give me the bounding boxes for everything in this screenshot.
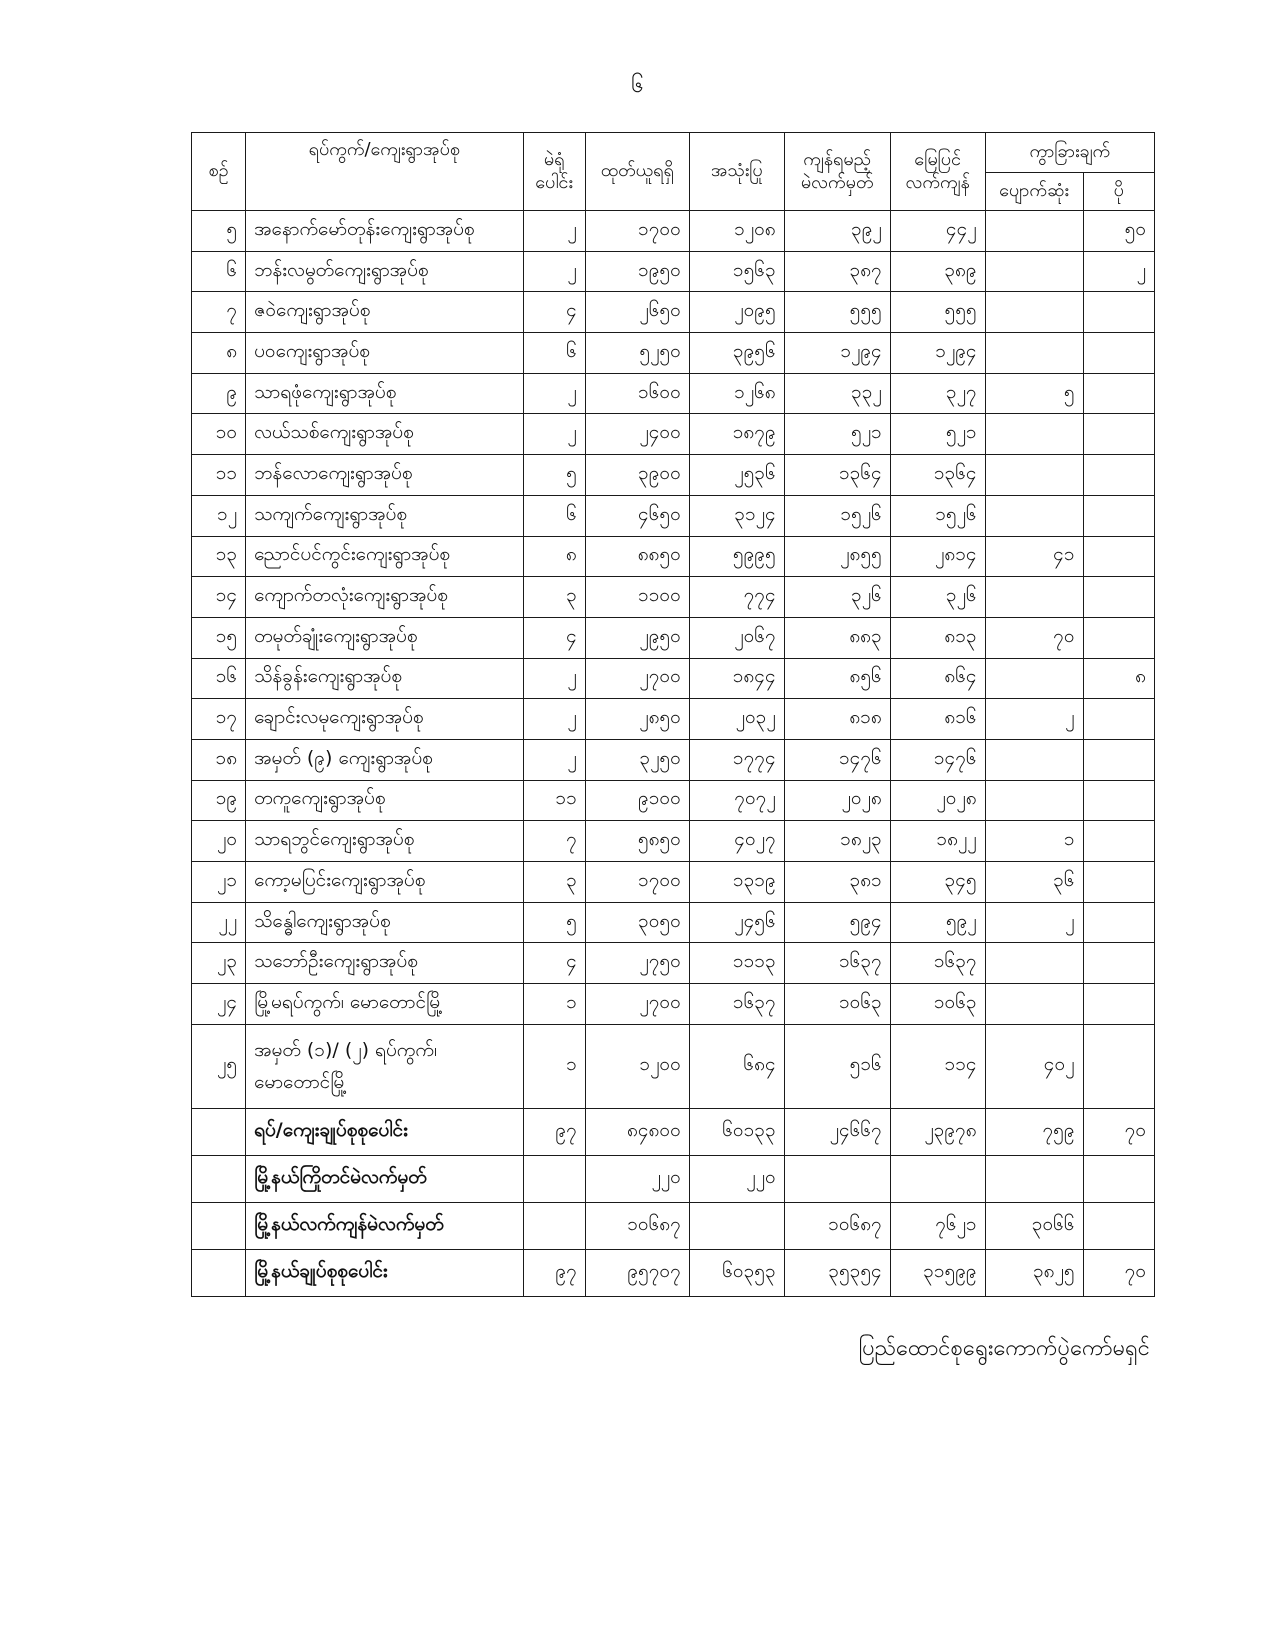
cell-no: ၁၂ xyxy=(192,495,246,536)
cell-excess: ၇၀ xyxy=(1083,1108,1154,1155)
cell-summary-label: မြို့နယ်လက်ကျန်မဲလက်မှတ် xyxy=(246,1202,523,1249)
table-row xyxy=(192,211,1155,252)
cell-used: ၁၆၃၇ xyxy=(689,984,784,1025)
cell-excess: ၈ xyxy=(1083,658,1154,699)
cell-actual: ၂၃၉၇၈ xyxy=(890,1108,985,1155)
cell-actual: ၃၂၇ xyxy=(890,373,985,414)
cell-excess: ၇၀ xyxy=(1083,1249,1154,1296)
table-row xyxy=(192,821,1155,862)
cell-actual: ၂၈၁၄ xyxy=(890,536,985,577)
header-used: အသုံးပြု xyxy=(689,133,784,211)
summary-row xyxy=(192,1202,1155,1249)
cell-remaining: ၁၅၂၆ xyxy=(784,495,890,536)
cell-name: ကျောက်တလုံးကျေးရွာအုပ်စု xyxy=(246,577,523,618)
cell-booths: ၇ xyxy=(523,821,585,862)
summary-row xyxy=(192,1108,1155,1155)
cell-actual: ၁၄၇၆ xyxy=(890,739,985,780)
cell-no: ၁၇ xyxy=(192,699,246,740)
table-row xyxy=(192,414,1155,455)
cell-excess xyxy=(1083,739,1154,780)
cell-booths: ၂ xyxy=(523,211,585,252)
cell-missing: ၄၁ xyxy=(985,536,1083,577)
table-row xyxy=(192,862,1155,903)
summary-row xyxy=(192,1155,1155,1202)
cell-issued: ၂၈၅၀ xyxy=(585,699,689,740)
cell-no: ၁၄ xyxy=(192,577,246,618)
cell-remaining: ၂၄၆၆၇ xyxy=(784,1108,890,1155)
cell-issued: ၂၆၅၀ xyxy=(585,292,689,333)
cell-booths: ၁ xyxy=(523,984,585,1025)
cell-remaining: ၂၀၂၈ xyxy=(784,780,890,821)
header-difference: ကွာခြားချက် xyxy=(985,133,1154,173)
cell-name: အမှတ် (၉) ကျေးရွာအုပ်စု xyxy=(246,739,523,780)
header-name: ရပ်ကွက်/ကျေးရွာအုပ်စု xyxy=(246,133,523,211)
cell-used: ၆၈၄ xyxy=(689,1024,784,1108)
cell-missing xyxy=(985,211,1083,252)
cell-no: ၈ xyxy=(192,333,246,374)
cell-used: ၂၂၀ xyxy=(689,1155,784,1202)
cell-issued: ၁၉၅၀ xyxy=(585,251,689,292)
cell-missing: ၁ xyxy=(985,821,1083,862)
cell-name: ညောင်ပင်ကွင်းကျေးရွာအုပ်စု xyxy=(246,536,523,577)
cell-name: တကူကျေးရွာအုပ်စု xyxy=(246,780,523,821)
cell-missing: ၂ xyxy=(985,902,1083,943)
cell-booths: ၃ xyxy=(523,862,585,903)
cell-issued: ၄၆၅၀ xyxy=(585,495,689,536)
header-missing: ပျောက်ဆုံး xyxy=(985,173,1083,211)
cell-name: ဇဝဲကျေးရွာအုပ်စု xyxy=(246,292,523,333)
cell-used: ၇၇၄ xyxy=(689,577,784,618)
cell-name: သိန်ခွန်းကျေးရွာအုပ်စု xyxy=(246,658,523,699)
cell-booths xyxy=(523,1202,585,1249)
cell-actual: ၃၄၅ xyxy=(890,862,985,903)
cell-issued: ၃၉၀၀ xyxy=(585,455,689,496)
cell-remaining: ၅၁၆ xyxy=(784,1024,890,1108)
cell-actual: ၃၈၉ xyxy=(890,251,985,292)
cell-name: ဘန်လောကျေးရွာအုပ်စု xyxy=(246,455,523,496)
cell-summary-label: မြို့နယ်ကြိုတင်မဲလက်မှတ် xyxy=(246,1155,523,1202)
cell-excess xyxy=(1083,455,1154,496)
cell-missing xyxy=(985,658,1083,699)
cell-name: သာရဖုံကျေးရွာအုပ်စု xyxy=(246,373,523,414)
cell-used xyxy=(689,1202,784,1249)
cell-actual: ၂၀၂၈ xyxy=(890,780,985,821)
cell-name: အမှတ် (၁)/ (၂) ရပ်ကွက်၊ မောတောင်မြို့ xyxy=(246,1024,523,1108)
cell-excess xyxy=(1083,617,1154,658)
cell-remaining: ၁၆၃၇ xyxy=(784,943,890,984)
cell-actual: ၁၅၂၆ xyxy=(890,495,985,536)
cell-actual: ၈၁၆ xyxy=(890,699,985,740)
cell-booths: ၄ xyxy=(523,292,585,333)
cell-missing xyxy=(985,333,1083,374)
cell-no: ၆ xyxy=(192,251,246,292)
cell-used: ၁၃၁၉ xyxy=(689,862,784,903)
cell-used: ၁၈၇၉ xyxy=(689,414,784,455)
cell-no: ၁၅ xyxy=(192,617,246,658)
cell-no-empty xyxy=(192,1108,246,1155)
cell-used: ၄၀၂၇ xyxy=(689,821,784,862)
cell-excess xyxy=(1083,577,1154,618)
cell-remaining: ၁၄၇၆ xyxy=(784,739,890,780)
table-row xyxy=(192,699,1155,740)
cell-issued: ၃၀၅၀ xyxy=(585,902,689,943)
cell-no: ၁၀ xyxy=(192,414,246,455)
cell-no: ၂၅ xyxy=(192,1024,246,1108)
cell-missing: ၃၀၆၆ xyxy=(985,1202,1083,1249)
header-no: စဉ် xyxy=(192,133,246,211)
cell-issued: ၂၇၀၀ xyxy=(585,658,689,699)
cell-name: လယ်သစ်ကျေးရွာအုပ်စု xyxy=(246,414,523,455)
cell-remaining: ၅၅၅ xyxy=(784,292,890,333)
cell-excess xyxy=(1083,902,1154,943)
cell-remaining: ၃၅၃၅၄ xyxy=(784,1249,890,1296)
cell-missing xyxy=(985,984,1083,1025)
cell-no: ၂၀ xyxy=(192,821,246,862)
cell-issued: ၂၂၀ xyxy=(585,1155,689,1202)
cell-issued: ၁၁၀၀ xyxy=(585,577,689,618)
cell-excess xyxy=(1083,780,1154,821)
cell-missing xyxy=(985,495,1083,536)
cell-remaining: ၃၈၁ xyxy=(784,862,890,903)
cell-excess: ၂ xyxy=(1083,251,1154,292)
cell-remaining: ၃၈၇ xyxy=(784,251,890,292)
page-number: ၆ xyxy=(631,73,644,98)
cell-booths: ၂ xyxy=(523,739,585,780)
cell-no-empty xyxy=(192,1155,246,1202)
header-issued: ထုတ်ယူရရှိ xyxy=(585,133,689,211)
table-row xyxy=(192,739,1155,780)
cell-missing xyxy=(985,943,1083,984)
cell-no: ၇ xyxy=(192,292,246,333)
cell-used: ၁၁၁၃ xyxy=(689,943,784,984)
cell-remaining: ၃၉၂ xyxy=(784,211,890,252)
cell-name: အနောက်မော်တုန်းကျေးရွာအုပ်စု xyxy=(246,211,523,252)
cell-excess xyxy=(1083,862,1154,903)
cell-booths: ၉၇ xyxy=(523,1108,585,1155)
cell-used: ၂၀၆၇ xyxy=(689,617,784,658)
cell-missing: ၃၈၂၅ xyxy=(985,1249,1083,1296)
cell-booths: ၉၇ xyxy=(523,1249,585,1296)
cell-issued: ၂၇၀၀ xyxy=(585,984,689,1025)
cell-missing xyxy=(985,780,1083,821)
cell-excess xyxy=(1083,373,1154,414)
cell-used: ၆၀၃၅၃ xyxy=(689,1249,784,1296)
cell-excess xyxy=(1083,292,1154,333)
cell-excess xyxy=(1083,984,1154,1025)
header-excess: ပို xyxy=(1083,173,1154,211)
cell-no: ၁၃ xyxy=(192,536,246,577)
cell-booths: ၂ xyxy=(523,373,585,414)
cell-missing: ၃၆ xyxy=(985,862,1083,903)
cell-excess xyxy=(1083,699,1154,740)
cell-booths: ၆ xyxy=(523,495,585,536)
cell-excess xyxy=(1083,333,1154,374)
table-row xyxy=(192,780,1155,821)
cell-used: ၅၉၉၅ xyxy=(689,536,784,577)
cell-actual: ၁၁၄ xyxy=(890,1024,985,1108)
cell-used: ၂၀၉၅ xyxy=(689,292,784,333)
cell-used: ၁၂၆၈ xyxy=(689,373,784,414)
cell-missing xyxy=(985,455,1083,496)
cell-issued: ၁၀၆၈၇ xyxy=(585,1202,689,1249)
cell-used: ၃၉၅၆ xyxy=(689,333,784,374)
cell-excess xyxy=(1083,943,1154,984)
cell-booths: ၅ xyxy=(523,902,585,943)
cell-actual: ၃၂၆ xyxy=(890,577,985,618)
cell-booths: ၂ xyxy=(523,414,585,455)
cell-issued: ၃၂၅၀ xyxy=(585,739,689,780)
summary-row xyxy=(192,1249,1155,1296)
table-row xyxy=(192,455,1155,496)
cell-name: သကျက်ကျေးရွာအုပ်စု xyxy=(246,495,523,536)
cell-issued: ၂၉၅၀ xyxy=(585,617,689,658)
cell-remaining: ၅၂၁ xyxy=(784,414,890,455)
cell-actual: ၈၆၄ xyxy=(890,658,985,699)
table-row xyxy=(192,373,1155,414)
cell-issued: ၂၇၅၀ xyxy=(585,943,689,984)
table-row xyxy=(192,1024,1155,1108)
cell-name: တမုတ်ချုံးကျေးရွာအုပ်စု xyxy=(246,617,523,658)
cell-actual: ၇၆၂၁ xyxy=(890,1202,985,1249)
cell-no: ၁၉ xyxy=(192,780,246,821)
cell-no: ၂၁ xyxy=(192,862,246,903)
cell-booths: ၂ xyxy=(523,658,585,699)
cell-issued: ၉၅၇၀၇ xyxy=(585,1249,689,1296)
cell-missing xyxy=(985,414,1083,455)
cell-issued: ၁၇၀၀ xyxy=(585,211,689,252)
cell-booths: ၅ xyxy=(523,455,585,496)
cell-used: ၂၅၃၆ xyxy=(689,455,784,496)
cell-name: မြို့မရပ်ကွက်၊ မောတောင်မြို့ xyxy=(246,984,523,1025)
cell-missing xyxy=(985,292,1083,333)
cell-no: ၂၂ xyxy=(192,902,246,943)
cell-name: သဘော်ဦးကျေးရွာအုပ်စု xyxy=(246,943,523,984)
cell-booths: ၄ xyxy=(523,617,585,658)
cell-actual: ၃၁၅၉၉ xyxy=(890,1249,985,1296)
cell-used: ၂၄၅၆ xyxy=(689,902,784,943)
cell-used: ၆၀၁၃၃ xyxy=(689,1108,784,1155)
ballot-summary-table xyxy=(191,132,1155,1297)
cell-issued: ၈၄၈၀၀ xyxy=(585,1108,689,1155)
cell-missing xyxy=(985,577,1083,618)
cell-remaining: ၁၀၆၈၇ xyxy=(784,1202,890,1249)
cell-no: ၂၄ xyxy=(192,984,246,1025)
cell-name: သိန္ဓေါကျေးရွာအုပ်စု xyxy=(246,902,523,943)
cell-no: ၁၈ xyxy=(192,739,246,780)
cell-no-empty xyxy=(192,1202,246,1249)
cell-booths: ၂ xyxy=(523,251,585,292)
cell-booths: ၆ xyxy=(523,333,585,374)
cell-remaining xyxy=(784,1155,890,1202)
cell-excess xyxy=(1083,821,1154,862)
cell-actual: ၅၅၅ xyxy=(890,292,985,333)
cell-issued: ၁၂၀၀ xyxy=(585,1024,689,1108)
cell-actual xyxy=(890,1155,985,1202)
cell-summary-label: မြို့နယ်ချုပ်စုစုပေါင်း xyxy=(246,1249,523,1296)
cell-actual: ၁၈၂၂ xyxy=(890,821,985,862)
cell-used: ၁၅၆၃ xyxy=(689,251,784,292)
cell-issued: ၂၄၀၀ xyxy=(585,414,689,455)
cell-actual: ၁၆၃၇ xyxy=(890,943,985,984)
cell-missing xyxy=(985,739,1083,780)
cell-used: ၃၁၂၄ xyxy=(689,495,784,536)
cell-remaining: ၂၈၅၅ xyxy=(784,536,890,577)
table-row xyxy=(192,658,1155,699)
cell-no: ၁၆ xyxy=(192,658,246,699)
table-row xyxy=(192,333,1155,374)
cell-name: ချောင်းလမုကျေးရွာအုပ်စု xyxy=(246,699,523,740)
cell-used: ၁၈၄၄ xyxy=(689,658,784,699)
cell-actual: ၅၂၁ xyxy=(890,414,985,455)
cell-excess xyxy=(1083,414,1154,455)
cell-issued: ၈၈၅၀ xyxy=(585,536,689,577)
cell-remaining: ၁၈၂၃ xyxy=(784,821,890,862)
cell-missing xyxy=(985,251,1083,292)
table-row xyxy=(192,292,1155,333)
cell-missing: ၅ xyxy=(985,373,1083,414)
cell-missing: ၄၀၂ xyxy=(985,1024,1083,1108)
cell-missing: ၇၅၉ xyxy=(985,1108,1083,1155)
cell-no: ၅ xyxy=(192,211,246,252)
table-body xyxy=(192,211,1155,1297)
cell-summary-label: ရပ်/ကျေးချုပ်စုစုပေါင်း xyxy=(246,1108,523,1155)
cell-name: ဘန်းလမွတ်ကျေးရွာအုပ်စု xyxy=(246,251,523,292)
cell-excess xyxy=(1083,536,1154,577)
cell-actual: ၁၃၆၄ xyxy=(890,455,985,496)
cell-remaining: ၈၁၈ xyxy=(784,699,890,740)
cell-name: ကော့မပြင်းကျေးရွာအုပ်စု xyxy=(246,862,523,903)
cell-booths: ၂ xyxy=(523,699,585,740)
cell-no: ၉ xyxy=(192,373,246,414)
cell-remaining: ၈၅၆ xyxy=(784,658,890,699)
cell-remaining: ၈၈၃ xyxy=(784,617,890,658)
cell-issued: ၁၆၀၀ xyxy=(585,373,689,414)
cell-used: ၁၂၀၈ xyxy=(689,211,784,252)
cell-used: ၇၀၇၂ xyxy=(689,780,784,821)
footer-signature: ပြည်ထောင်စုရွေးကောက်ပွဲကော်မရှင် xyxy=(858,1336,1150,1361)
cell-excess xyxy=(1083,1024,1154,1108)
cell-missing: ၂ xyxy=(985,699,1083,740)
cell-excess xyxy=(1083,1202,1154,1249)
table-row xyxy=(192,984,1155,1025)
header-booths: မဲရုံ ပေါင်း xyxy=(523,133,585,211)
header-actual: မြေပြင် လက်ကျန် xyxy=(890,133,985,211)
cell-actual: ၁၂၉၄ xyxy=(890,333,985,374)
cell-booths: ၁ xyxy=(523,1024,585,1108)
cell-issued: ၅၈၅၀ xyxy=(585,821,689,862)
cell-missing: ၇၀ xyxy=(985,617,1083,658)
table-row xyxy=(192,495,1155,536)
table-row xyxy=(192,251,1155,292)
cell-used: ၁၇၇၄ xyxy=(689,739,784,780)
cell-booths: ၃ xyxy=(523,577,585,618)
cell-actual: ၄၄၂ xyxy=(890,211,985,252)
cell-no: ၁၁ xyxy=(192,455,246,496)
table-row xyxy=(192,536,1155,577)
cell-booths: ၈ xyxy=(523,536,585,577)
cell-excess xyxy=(1083,495,1154,536)
cell-used: ၂၀၃၂ xyxy=(689,699,784,740)
cell-remaining: ၃၃၂ xyxy=(784,373,890,414)
table-row xyxy=(192,577,1155,618)
cell-issued: ၅၂၅၀ xyxy=(585,333,689,374)
cell-remaining: ၁၂၉၄ xyxy=(784,333,890,374)
cell-remaining: ၅၉၄ xyxy=(784,902,890,943)
table-row xyxy=(192,943,1155,984)
cell-name: သာရဘွင်ကျေးရွာအုပ်စု xyxy=(246,821,523,862)
cell-booths: ၁၁ xyxy=(523,780,585,821)
table-row xyxy=(192,902,1155,943)
cell-excess xyxy=(1083,1155,1154,1202)
cell-actual: ၅၉၂ xyxy=(890,902,985,943)
cell-booths: ၄ xyxy=(523,943,585,984)
cell-name: ပဝကျေးရွာအုပ်စု xyxy=(246,333,523,374)
cell-missing xyxy=(985,1155,1083,1202)
cell-remaining: ၁၃၆၄ xyxy=(784,455,890,496)
header-remaining: ကျန်ရမည့် မဲလက်မှတ် xyxy=(784,133,890,211)
cell-booths xyxy=(523,1155,585,1202)
cell-excess: ၅၀ xyxy=(1083,211,1154,252)
cell-no: ၂၃ xyxy=(192,943,246,984)
cell-actual: ၁၀၆၃ xyxy=(890,984,985,1025)
table-row xyxy=(192,617,1155,658)
cell-actual: ၈၁၃ xyxy=(890,617,985,658)
cell-issued: ၉၁၀၀ xyxy=(585,780,689,821)
cell-no-empty xyxy=(192,1249,246,1296)
cell-remaining: ၃၂၆ xyxy=(784,577,890,618)
cell-remaining: ၁၀၆၃ xyxy=(784,984,890,1025)
cell-issued: ၁၇၀၀ xyxy=(585,862,689,903)
